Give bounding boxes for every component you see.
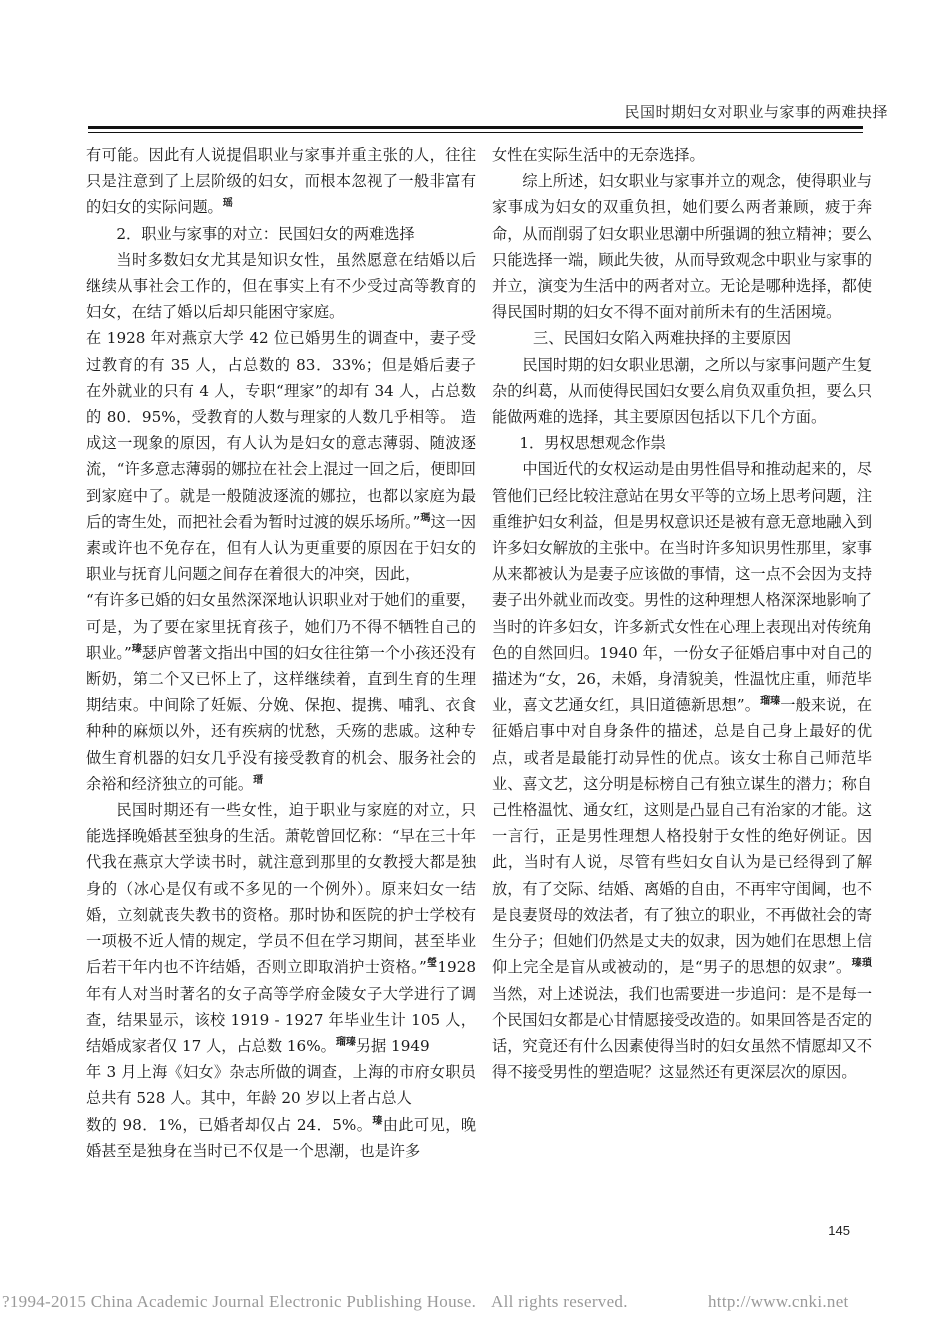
paragraph: 民国时期的妇女职业思潮，之所以与家事问题产生复杂的纠葛，从而使得民国妇女要么肩负双重负担，要么只能做两难的选择，其主要原因包括以下几个方面。 [492, 355, 872, 427]
footnote-ref: 瑨 [253, 774, 264, 786]
footnote-ref: 瑧 [131, 643, 142, 655]
right-column [492, 142, 872, 1085]
footnote-ref: 瑠瑧 [335, 1036, 356, 1048]
rights-text: All rights reserved. [491, 1292, 628, 1311]
paragraph [86, 325, 476, 587]
paragraph-text: “有许多已婚的妇女虽然深深地认识职业对于她们的重要，可是，为了要在家里抚育孩子，她们乃不得不牺牲自己的职业。” [86, 591, 476, 662]
paragraph-text: 中国近代的女权运动是由男性倡导和推动起来的，尽管他们已经比较注意站在男女平等的立场上思考问题，注重维护妇女利益，但是男权意识还是被有意无意地融入到许多妇女解放的主张中。在当时许多知识男性那里，家事从来都被认为是妻子应该做的事情，这一点不会因为支持妻子出外就业而改变。男性的这种理想人格深深地影响了当时的许多妇女，许多新式女性在心理上表现出对传统角色的自然回归。1940 年，一份女子征婚启事中对自己的描述为“女，26，未婚，身清貌美，性温忱庄重，师范毕业，喜文艺通女红，具旧道德新思想”。 [492, 460, 872, 715]
paragraph: 当时多数妇女尤其是知识女性，虽然愿意在结婚以后继续从事社会工作的，但在事实上有不少受过高等教育的妇女，在结了婚以后却只能困守家庭。 [86, 250, 476, 322]
footnote-ref: 瑠瑧 [760, 696, 781, 708]
copyright-text: ?1994-2015 China Academic Journal Electronic Publishing House. [2, 1292, 477, 1311]
paragraph [86, 1112, 476, 1164]
paragraph-text: 瑟庐曾著文指出中国的妇女往往第一个小孩还没有断奶，第二个又已怀上了，这样继续着，直到生育的生理期结束。中间除了妊娠、分娩、保抱、提携、哺乳、衣食种种的麻烦以外，还有疾病的忧愁，夭殇的悲戚。这种专做生育机器的妇女几乎没有接受教育的机会、服务社会的余裕和经济独立的可能。 [86, 643, 477, 793]
paragraph [492, 456, 872, 1085]
paragraph-text: 有可能。因此有人说提倡职业与家事并重主张的人，往往只是注意到了上层阶级的妇女，而根本忽视了一般非富有的妇女的实际问题。 [86, 146, 476, 217]
paragraph: 女性在实际生活中的无奈选择。 [492, 146, 705, 164]
paragraph-text: 由此可见，晚婚甚至是独身在当时已不仅是一个思潮，也是许多 [86, 1115, 476, 1160]
left-column [86, 142, 476, 1164]
paragraph-text: 当然，对上述说法，我们也需要进一步追问：是不是每一个民国妇女都是心甘情愿接受改造的。如果回答是否定的话，究竟还有什么因素使得当时的妇女虽然不情愿却又不得不接受男性的塑造呢？这显然还有更深层次的原因。 [492, 984, 872, 1082]
paragraph [86, 797, 476, 1059]
paragraph [86, 142, 476, 221]
paragraph: 综上所述，妇女职业与家事并立的观念，使得职业与家事成为妇女的双重负担，她们要么两者兼顾，疲于奔命，从而削弱了妇女职业思潮中所强调的独立精神；要么只能选择一端，顾此失彼，从而导致观念中职业与家事的并立，演变为生活中的两者对立。无论是哪种选择，都使得民国时期的妇女不得不面对前所未有的生活困境。 [492, 172, 872, 322]
paragraph-text: 在 1928 年对燕京大学 42 位已婚男生的调查中，妻子受过教育的有 35 人，占总数的 83．33%；但是婚后妻子在外就业的只有 4 人，专职“理家”的却有 34 人，占总数的 80．95%，受教育的人数与理家的人数几乎相等。 造成这一现象的原因，有人认为是妇女的意志薄弱、随波逐流，“许多意志薄弱的娜拉在社会上混过一回之后，便即回到家庭中了。就是一般随波逐流的娜拉，也都以家庭为最后的寄生处，而把社会看为暂时过渡的娱乐场所。” [86, 329, 476, 531]
paragraph-text: 1928 年有人对当时著名的女子高等学府金陵女子大学进行了调查，结果显示，该校 1919 - 1927 年毕业生计 105 人，结婚成家者仅 17 人，占总数 16%。 [86, 958, 476, 1055]
paragraph-text: 一般来说，在征婚启事中对自身条件的描述，总是自己身上最好的优点，或者是最能打动异性的优点。该女士称自己师范毕业、喜文艺，这分明是标榜自己有独立谋生的潜力；称自己性格温忱、通女红，这则是凸显自己有治家的才能。这一言行，正是男性理想人格投射于女性的绝好例证。因此，当时有人说，尽管有些妇女自认为是已经得到了解放，有了交际、结婚、离婚的自由，不再牢守闺阃，也不是良妻贤母的效法者，有了独立的职业，不再做社会的寄生分子；但她们仍然是丈夫的奴隶，因为她们在思想上信仰上完全是盲从或被动的，是“男子的思想的奴隶”。 [492, 696, 873, 977]
section-heading: 三、民国妇女陷入两难抉择的主要原因 [533, 329, 792, 348]
footnote-ref: 瑧 [372, 1115, 383, 1127]
quote-paragraph [86, 587, 476, 797]
footnote-ref: 瑪 [420, 512, 431, 524]
footnote-ref: 瑩 [426, 958, 438, 970]
subsection-heading: 1．男权思想观念作祟 [519, 434, 666, 453]
paragraph-text: 另据 1949 [355, 1036, 430, 1055]
header-rule-thick [88, 126, 863, 129]
footnote-ref: 瑧瑣 [851, 958, 873, 970]
cnki-link[interactable]: http://www.cnki.net [708, 1292, 849, 1311]
paragraph-text: 数的 98．1%，已婚者却仅占 24．5%。 [86, 1115, 373, 1134]
page-number: 145 [828, 1223, 850, 1238]
running-title: 民国时期妇女对职业与家事的两难抉择 [624, 103, 888, 121]
paragraph: 年 3 月上海《妇女》杂志所做的调查，上海的市府女职员总共有 528 人。其中，年龄 20 岁以上者占总人 [86, 1063, 476, 1108]
paragraph-text: 这一因素或许也不免存在，但有人认为更重要的原因在于妇女的职业与抚育儿问题之间存在着很大的冲突，因此， [86, 512, 477, 584]
paragraph-text: 民国时期还有一些女性，迫于职业与家庭的对立，只能选择晚婚甚至独身的生活。萧乾曾回忆称：“早在三十年代我在燕京大学读书时，就注意到那里的女教授大都是独身的（冰心是仅有或不多见的一个例外）。原来妇女一结婚，立刻就丧失教书的资格。那时协和医院的护士学校有一项极不近人情的规定，学员不但在学习期间，甚至毕业后若干年内也不许结婚，否则立即取消护士资格。” [86, 801, 476, 977]
section-heading: 2．职业与家事的对立：民国妇女的两难选择 [116, 224, 415, 243]
header-rule-thin [88, 132, 863, 133]
footnote-ref: 瑶 [222, 198, 233, 210]
